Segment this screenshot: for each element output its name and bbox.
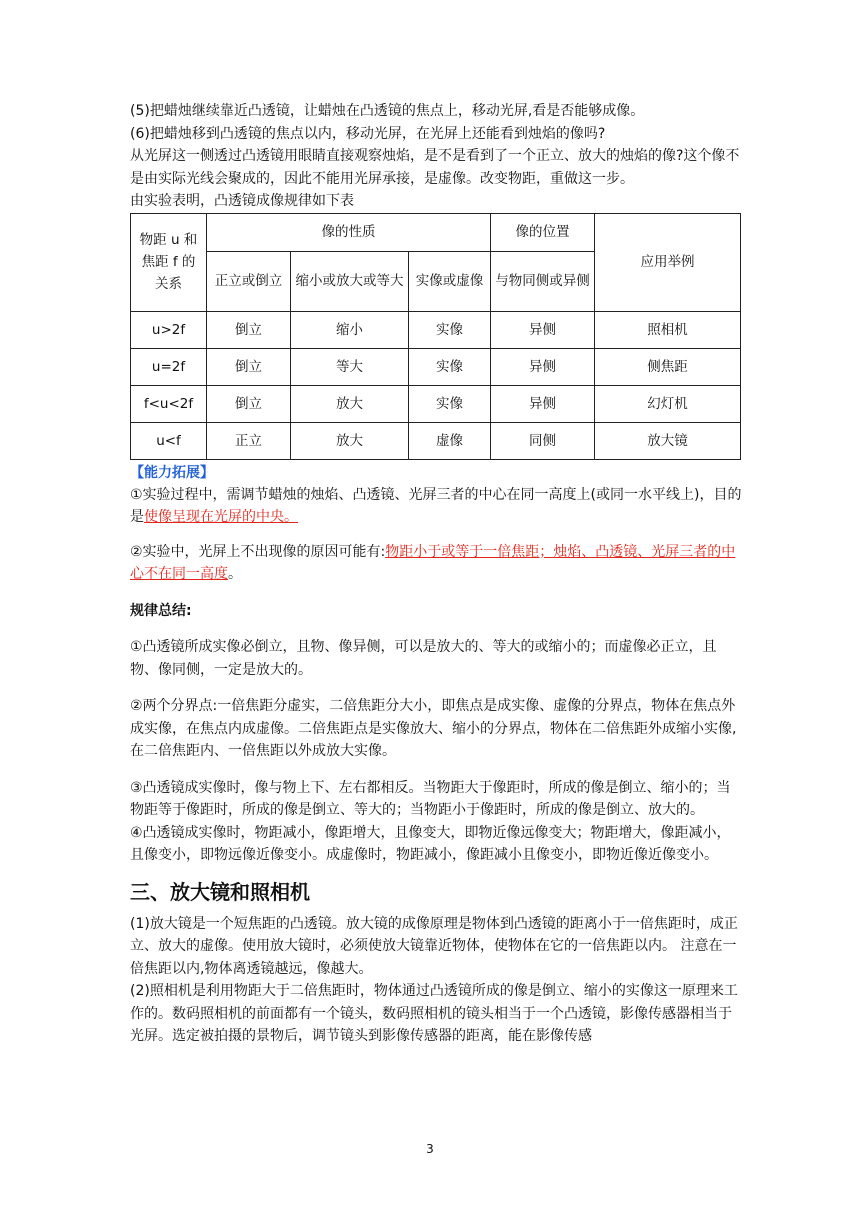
cell-type: 实像 <box>409 385 491 422</box>
table-row <box>131 311 741 348</box>
cell-side: 同侧 <box>491 422 595 459</box>
page-number: 3 <box>426 1142 434 1156</box>
summary-paragraph-2: ②两个分界点:一倍焦距分虚实，二倍焦距分大小，即焦点是成实像、虚像的分界点，物体在焦点外成实像，在焦点内成虚像。二倍焦距点是实像放大、缩小的分界点，物体在二倍焦距外成缩小实像,在二倍焦距内、一倍焦距以外成放大实像。 <box>130 698 737 759</box>
cell-condition: u>2f <box>131 311 207 348</box>
cell-condition: u=2f <box>131 348 207 385</box>
camera-paragraph: (2)照相机是利用物距大于二倍焦距时，物体通过凸透镜所成的像是倒立、缩小的实像这一原理来工作的。数码照相机的前面都有一个镜头，数码照相机的镜头相当于一个凸透镜，影像传感器相当于光屏。选定被拍摄的景物后，调节镜头到影像传感器的距离，能在影像传感 <box>130 983 738 1044</box>
cell-orientation: 倒立 <box>207 348 291 385</box>
cell-side: 异侧 <box>491 348 595 385</box>
cell-type: 实像 <box>409 348 491 385</box>
header-image-nature: 像的性质 <box>207 213 491 251</box>
ability-extension-title: 【能力拓展】 <box>130 464 214 481</box>
header-application: 应用举例 <box>595 213 741 311</box>
cell-orientation: 倒立 <box>207 385 291 422</box>
table-row <box>131 348 741 385</box>
ability-p2-suffix: 。 <box>228 566 242 582</box>
ability-p2-answer: 物距小于或等于一倍焦距；烛焰、凸透镜、光屏三者的中心不在同一高度 <box>130 543 736 582</box>
cell-application: 放大镜 <box>595 422 741 459</box>
ability-p2-text: ②实验中，光屏上不出现像的原因可能有: <box>130 543 386 560</box>
cell-condition: u<f <box>131 422 207 459</box>
summary-paragraph-1: ①凸透镜所成实像必倒立，且物、像异侧，可以是放大的、等大的或缩小的；而虚像必正立，且物、像同侧，一定是放大的。 <box>130 639 717 678</box>
magnifier-paragraph: (1)放大镜是一个短焦距的凸透镜。放大镜的成像原理是物体到凸透镜的距离小于一倍焦距时，成正立、放大的虚像。使用放大镜时，必须使放大镜靠近物体，使物体在它的一倍焦距以内。 注意在一倍焦距以内,物体离透镜越远，像越大。 <box>130 915 738 977</box>
subheader-type: 实像或虚像 <box>409 251 491 311</box>
paragraph-step5: (5)把蜡烛继续靠近凸透镜，让蜡烛在凸透镜的焦点上，移动光屏,看是否能够成像。 <box>130 103 645 119</box>
page-content <box>130 100 742 1048</box>
subheader-size: 缩小或放大或等大 <box>291 251 409 311</box>
subheader-side: 与物同侧或异侧 <box>491 251 595 311</box>
table-row <box>131 385 741 422</box>
cell-type: 虚像 <box>409 422 491 459</box>
cell-orientation: 正立 <box>207 422 291 459</box>
cell-type: 实像 <box>409 311 491 348</box>
subheader-orientation: 正立或倒立 <box>207 251 291 311</box>
paragraph-table-intro: 由实验表明，凸透镜成像规律如下表 <box>130 193 354 209</box>
cell-size: 放大 <box>291 385 409 422</box>
cell-size: 等大 <box>291 348 409 385</box>
summary-title: 规律总结: <box>130 602 192 619</box>
ability-paragraph-2 <box>130 541 742 586</box>
paragraph-observation: 从光屏这一侧透过凸透镜用眼睛直接观察烛焰，是不是看到了一个正立、放大的烛焰的像?这个像不是由实际光线会聚成的，因此不能用光屏承接，是虚像。改变物距，重做这一步。 <box>130 148 740 187</box>
ability-paragraph-1 <box>130 484 742 529</box>
lens-imaging-table <box>130 213 741 460</box>
cell-side: 异侧 <box>491 311 595 348</box>
section-heading: 三、放大镜和照相机 <box>130 879 310 904</box>
cell-condition: f<u<2f <box>131 385 207 422</box>
cell-application: 照相机 <box>595 311 741 348</box>
table-row <box>131 422 741 459</box>
cell-application: 侧焦距 <box>595 348 741 385</box>
cell-application: 幻灯机 <box>595 385 741 422</box>
ability-p1-answer: 使像呈现在光屏的中央。 <box>144 509 298 525</box>
paragraph-step6: (6)把蜡烛移到凸透镜的焦点以内，移动光屏，在光屏上还能看到烛焰的像吗? <box>130 125 606 142</box>
summary-paragraph-3: ③凸透镜成实像时，像与物上下、左右都相反。当物距大于像距时，所成的像是倒立、缩小的；当物距等于像距时，所成的像是倒立、等大的；当物距小于像距时，所成的像是倒立、放大的。 <box>130 779 731 818</box>
ability-p1-text: ①实验过程中，需调节蜡烛的烛焰、凸透镜、光屏三者的中心在同一高度上(或同一水平线上)，目的是 <box>130 486 742 525</box>
cell-size: 放大 <box>291 422 409 459</box>
header-image-position: 像的位置 <box>491 213 595 251</box>
cell-side: 异侧 <box>491 385 595 422</box>
cell-size: 缩小 <box>291 311 409 348</box>
summary-paragraph-4: ④凸透镜成实像时，物距减小，像距增大，且像变大，即物近像远像变大；物距增大，像距减小，且像变小，即物远像近像变小。成虚像时，物距减小，像距减小且像变小，即物近像近像变小。 <box>130 824 731 863</box>
header-distance-relation: 物距 u 和焦距 f 的关系 <box>131 213 207 311</box>
cell-orientation: 倒立 <box>207 311 291 348</box>
